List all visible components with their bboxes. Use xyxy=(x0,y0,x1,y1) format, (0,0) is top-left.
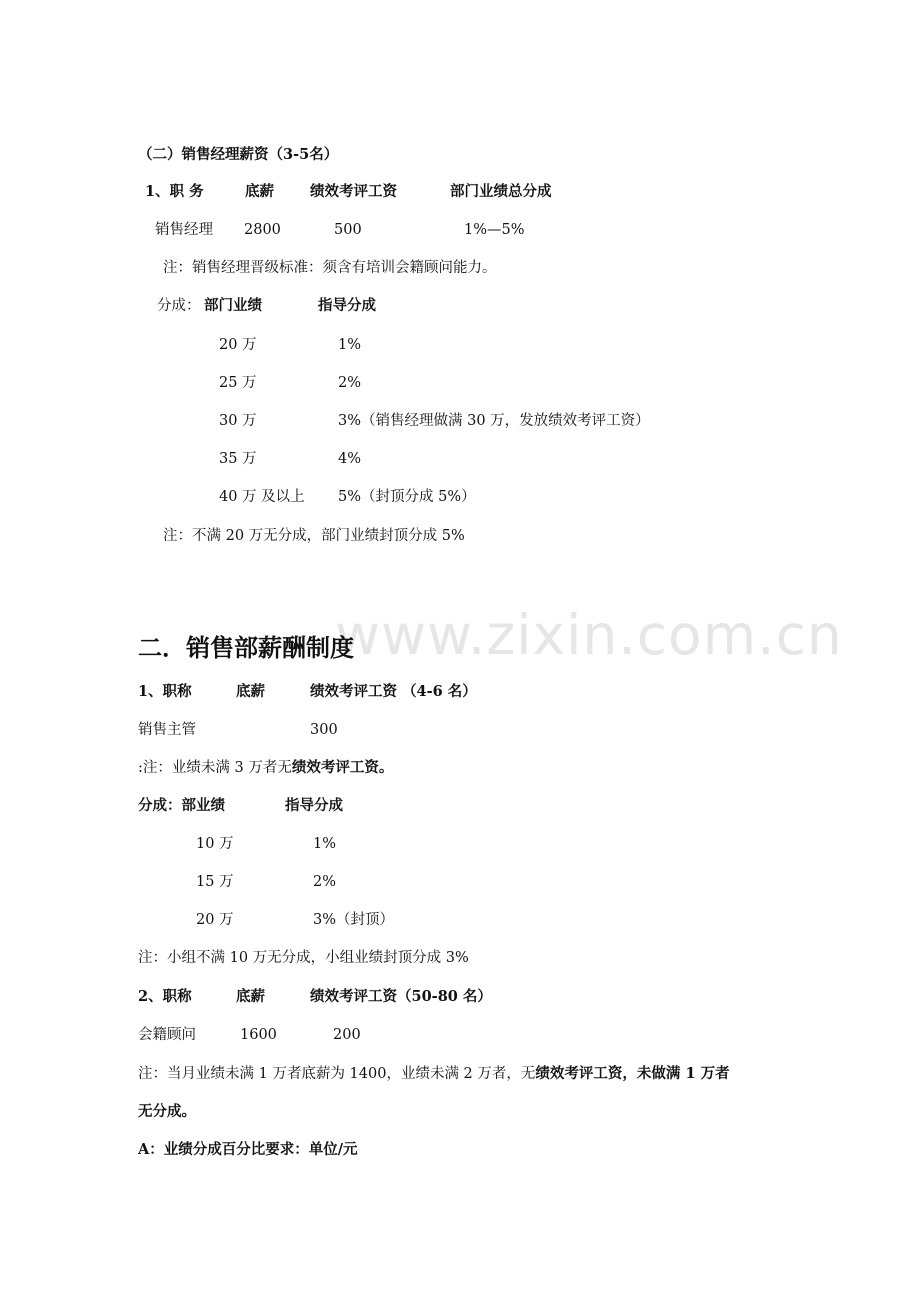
tier-pct: 5%（封顶分成 5%） xyxy=(338,489,476,505)
tier-amount: 20 万 xyxy=(219,337,257,353)
cell-performance-pay: 200 xyxy=(333,1027,361,1043)
supervisor-note-bold: 绩效考评工资。 xyxy=(291,759,394,776)
header-dept-commission: 部门业绩总分成 xyxy=(450,183,552,200)
header-title: 2、职称 xyxy=(138,988,192,1005)
tier-pct: 3%（销售经理做满 30 万，发放绩效考评工资） xyxy=(338,413,650,429)
cell-title: 销售主管 xyxy=(138,722,196,738)
header-base-salary: 底薪 xyxy=(236,988,265,1005)
consultant-note-text: 注：当月业绩未满 1 万者底薪为 1400，业绩未满 2 万者，无 xyxy=(138,1066,536,1082)
split-header-guidance: 指导分成 xyxy=(318,297,376,314)
tier-amount: 35 万 xyxy=(219,451,257,467)
page-heading: 二．销售部薪酬制度 xyxy=(138,634,354,662)
cell-dept-commission: 1%—5% xyxy=(464,222,525,238)
tier-amount: 10 万 xyxy=(196,836,234,852)
tier-pct: 2% xyxy=(313,874,337,890)
cell-position: 销售经理 xyxy=(155,222,213,238)
supervisor-note xyxy=(138,758,393,778)
supervisor-note-cap: 注：小组不满 10 万无分成，小组业绩封顶分成 3% xyxy=(138,950,469,966)
consultant-note-line2: 无分成。 xyxy=(138,1103,196,1120)
header-performance-pay: 绩效考评工资 xyxy=(310,183,397,200)
tier-pct: 4% xyxy=(338,451,362,467)
tier-pct: 1% xyxy=(313,836,337,852)
header-performance-pay: 绩效考评工资（50-80 名） xyxy=(310,988,492,1005)
consultant-note-bold: 绩效考评工资，未做满 1 万者 xyxy=(535,1065,730,1082)
tier-amount: 15 万 xyxy=(196,874,234,890)
split-prefix: 分成： xyxy=(157,298,201,314)
cell-base-salary: 2800 xyxy=(244,222,281,238)
header-base-salary: 底薪 xyxy=(245,183,274,200)
tier-amount: 25 万 xyxy=(219,375,257,391)
header-position: 1、职 务 xyxy=(145,183,204,200)
header-performance-pay: 绩效考评工资 （4-6 名） xyxy=(310,683,477,700)
watermark: www.zixin.com.cn xyxy=(335,603,843,667)
header-base-salary: 底薪 xyxy=(236,683,265,700)
manager-note-cap: 注：不满 20 万无分成，部门业绩封顶分成 5% xyxy=(163,528,465,544)
tier-pct: 1% xyxy=(338,337,362,353)
split-header-guidance: 指导分成 xyxy=(285,797,343,814)
cell-performance-pay: 300 xyxy=(310,722,338,738)
cell-base-salary: 1600 xyxy=(240,1027,277,1043)
tier-pct: 2% xyxy=(338,375,362,391)
header-title: 1、职称 xyxy=(138,683,192,700)
commission-requirements-heading: A：业绩分成百分比要求：单位/元 xyxy=(138,1141,358,1158)
tier-amount: 30 万 xyxy=(219,413,257,429)
cell-performance-pay: 500 xyxy=(334,222,362,238)
section-title: （二）销售经理薪资（3-5名） xyxy=(138,146,339,163)
manager-note-promotion: 注：销售经理晋级标准：须含有培训会籍顾问能力。 xyxy=(163,260,497,276)
consultant-note xyxy=(138,1064,730,1084)
cell-title: 会籍顾问 xyxy=(138,1027,196,1043)
split-header-dept: 分成：部业绩 xyxy=(138,797,225,814)
tier-amount: 20 万 xyxy=(196,912,234,928)
split-header-dept: 部门业绩 xyxy=(204,297,262,314)
tier-amount: 40 万 及以上 xyxy=(219,489,305,505)
tier-pct: 3%（封顶） xyxy=(313,912,395,928)
supervisor-note-text: :注：业绩未满 3 万者无 xyxy=(138,760,292,776)
